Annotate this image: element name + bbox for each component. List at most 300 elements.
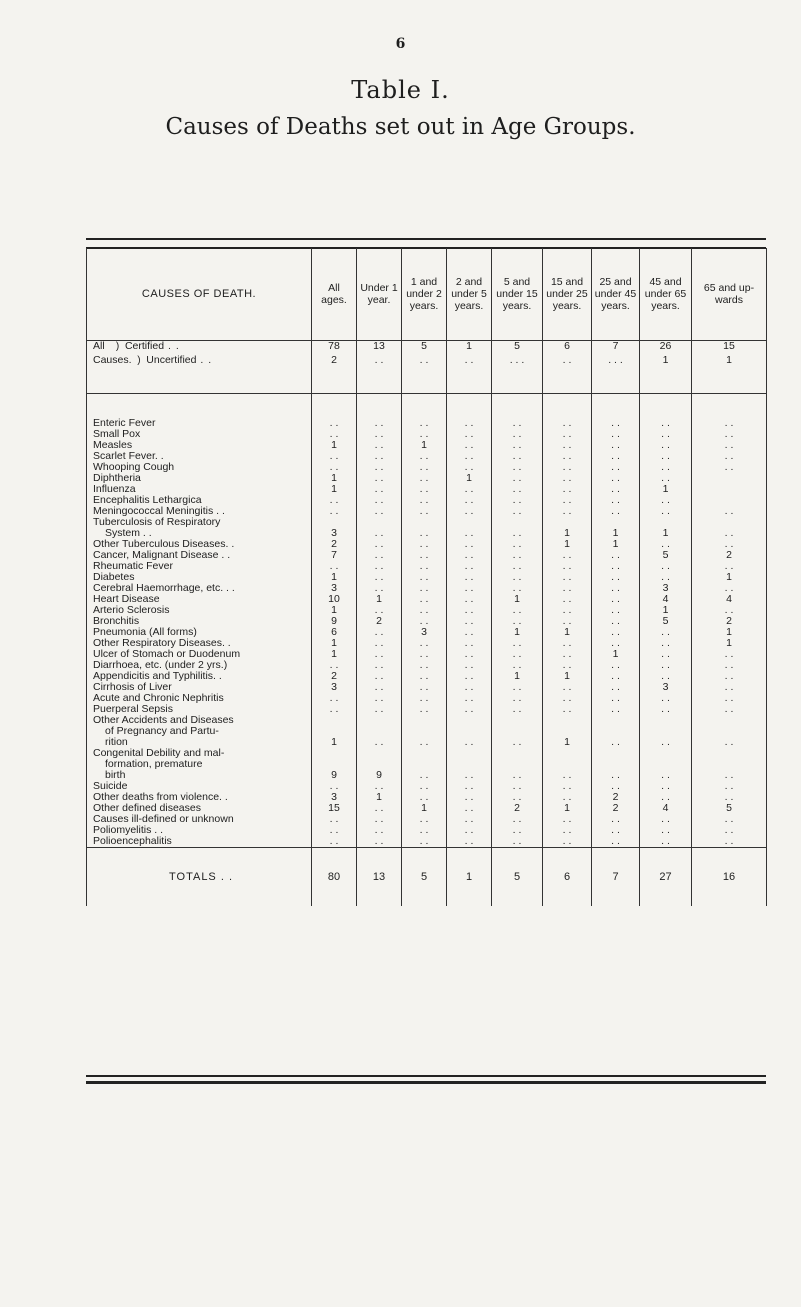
value-cell: . . xyxy=(640,627,692,638)
value-cell: . . xyxy=(357,539,402,550)
value-cell: . . xyxy=(592,495,640,506)
value-cell: . . xyxy=(592,737,640,748)
value-cell: . . xyxy=(447,539,492,550)
value-cell xyxy=(640,715,692,726)
value-cell: . . xyxy=(692,418,767,429)
table-row xyxy=(87,814,767,825)
table-row xyxy=(87,803,767,814)
value-cell: . . xyxy=(357,649,402,660)
value-cell: . . xyxy=(402,660,447,671)
value-cell xyxy=(357,748,402,759)
value-cell: . . xyxy=(492,495,543,506)
value-cell: . . xyxy=(312,429,357,440)
all-causes-certified-cell: 15 xyxy=(692,341,767,356)
value-cell: . . xyxy=(640,506,692,517)
value-cell xyxy=(692,517,767,528)
value-cell: . . xyxy=(543,638,592,649)
cause-label: Influenza xyxy=(93,484,136,495)
value-cell: . . xyxy=(543,825,592,836)
value-cell: . . xyxy=(447,594,492,605)
all-causes-uncertified-cell: . . . xyxy=(592,355,640,394)
value-cell: . . xyxy=(312,836,357,848)
value-cell: . . xyxy=(357,484,402,495)
value-cell: . . xyxy=(492,462,543,473)
value-cell: . . xyxy=(447,682,492,693)
value-cell: . . xyxy=(357,660,402,671)
value-cell: 1 xyxy=(357,792,402,803)
value-cell: . . xyxy=(592,638,640,649)
value-cell: . . xyxy=(692,792,767,803)
value-cell xyxy=(692,715,767,726)
cause-cell xyxy=(87,616,312,627)
value-cell: 6 xyxy=(312,627,357,638)
table-row xyxy=(87,506,767,517)
value-cell: . . xyxy=(492,781,543,792)
value-cell: . . xyxy=(357,825,402,836)
value-cell: 1 xyxy=(402,803,447,814)
value-cell: . . xyxy=(357,550,402,561)
value-cell: . . xyxy=(357,627,402,638)
total-cell: 1 xyxy=(447,848,492,907)
value-cell: 2 xyxy=(312,671,357,682)
cause-cell xyxy=(87,495,312,506)
value-cell: 9 xyxy=(312,616,357,627)
value-cell: . . xyxy=(447,781,492,792)
value-cell: . . xyxy=(447,671,492,682)
causes-label: Causes. xyxy=(93,355,132,366)
cause-cell xyxy=(87,462,312,473)
value-cell: 3 xyxy=(312,682,357,693)
value-cell: . . xyxy=(592,484,640,495)
value-cell: 1 xyxy=(692,638,767,649)
cause-cell xyxy=(87,836,312,848)
value-cell: 1 xyxy=(492,627,543,638)
value-cell: . . xyxy=(402,682,447,693)
cause-label: Scarlet Fever. . xyxy=(93,451,164,462)
value-cell: 2 xyxy=(692,616,767,627)
cause-cell xyxy=(87,814,312,825)
value-cell: . . xyxy=(402,814,447,825)
table-row xyxy=(87,484,767,495)
cause-label: Causes ill-defined or unknown xyxy=(93,814,234,825)
value-cell: . . xyxy=(592,572,640,583)
totals-row xyxy=(87,848,767,907)
table-row xyxy=(87,638,767,649)
table-row xyxy=(87,473,767,484)
value-cell: 1 xyxy=(492,594,543,605)
value-cell xyxy=(543,715,592,726)
all-causes-certified-cell: 5 xyxy=(492,341,543,356)
cause-cell xyxy=(87,473,312,484)
header-row xyxy=(87,248,767,341)
value-cell: . . xyxy=(402,616,447,627)
table-row xyxy=(87,792,767,803)
value-cell: . . xyxy=(543,418,592,429)
cause-label: Diabetes xyxy=(93,572,135,583)
value-cell: . . xyxy=(447,484,492,495)
value-cell: 5 xyxy=(640,550,692,561)
value-cell: . . xyxy=(402,704,447,715)
value-cell: 1 xyxy=(640,484,692,495)
value-cell: 9 xyxy=(312,770,357,781)
value-cell: . . xyxy=(447,627,492,638)
value-cell: . . xyxy=(543,484,592,495)
value-cell: . . xyxy=(402,561,447,572)
value-cell xyxy=(312,517,357,528)
value-cell xyxy=(312,726,357,737)
value-cell: . . xyxy=(592,418,640,429)
cause-cell xyxy=(87,638,312,649)
value-cell: . . xyxy=(640,649,692,660)
value-cell: . . xyxy=(402,429,447,440)
cause-label: Bronchitis xyxy=(93,616,140,627)
value-cell: . . xyxy=(447,418,492,429)
value-cell: . . xyxy=(640,572,692,583)
value-cell: . . xyxy=(692,583,767,594)
cause-label: Small Pox xyxy=(93,429,141,440)
value-cell: . . xyxy=(447,440,492,451)
table-row xyxy=(87,418,767,429)
value-cell: . . xyxy=(447,704,492,715)
all-causes-uncertified-cell: . . . xyxy=(492,355,543,394)
value-cell: 1 xyxy=(357,594,402,605)
cause-cell xyxy=(87,517,312,528)
value-cell: . . xyxy=(592,825,640,836)
cause-cell xyxy=(87,748,312,759)
all-causes-certified-cell: 78 xyxy=(312,341,357,356)
table-row xyxy=(87,715,767,726)
deaths-table-frame xyxy=(86,238,766,1084)
value-cell: . . xyxy=(357,671,402,682)
value-cell xyxy=(640,759,692,770)
value-cell: 1 xyxy=(640,528,692,539)
all-causes-uncertified-row xyxy=(87,355,767,394)
value-cell: . . xyxy=(640,451,692,462)
value-cell: . . xyxy=(592,605,640,616)
cause-cell xyxy=(87,715,312,726)
cause-label: Acute and Chronic Nephritis xyxy=(93,693,224,704)
value-cell: . . xyxy=(402,638,447,649)
value-cell: . . xyxy=(312,660,357,671)
totals-label: TOTALS . . xyxy=(87,848,312,907)
value-cell xyxy=(357,726,402,737)
value-cell xyxy=(402,715,447,726)
cause-cell xyxy=(87,550,312,561)
value-cell: . . xyxy=(447,572,492,583)
value-cell: . . xyxy=(402,572,447,583)
value-cell: 1 xyxy=(543,528,592,539)
uncertified-label: Uncertified xyxy=(146,355,197,366)
value-cell xyxy=(692,748,767,759)
total-cell: 5 xyxy=(492,848,543,907)
total-cell: 16 xyxy=(692,848,767,907)
value-cell: 1 xyxy=(312,484,357,495)
cause-cell xyxy=(87,440,312,451)
table-row xyxy=(87,649,767,660)
value-cell: . . xyxy=(592,462,640,473)
value-cell xyxy=(447,759,492,770)
value-cell: . . xyxy=(592,473,640,484)
value-cell: . . xyxy=(640,495,692,506)
spacer-cell xyxy=(492,394,543,419)
total-cell: 6 xyxy=(543,848,592,907)
cause-cell xyxy=(87,704,312,715)
table-row xyxy=(87,748,767,759)
total-cell: 5 xyxy=(402,848,447,907)
value-cell: . . xyxy=(492,649,543,660)
table-row xyxy=(87,671,767,682)
all-causes-certified-cell: 6 xyxy=(543,341,592,356)
column-header-3: 1 and under 2 years. xyxy=(402,248,447,341)
value-cell: . . xyxy=(592,693,640,704)
cause-label: Arterio Sclerosis xyxy=(93,605,170,616)
cause-cell xyxy=(87,737,312,748)
value-cell: . . xyxy=(312,451,357,462)
value-cell: . . xyxy=(357,506,402,517)
value-cell xyxy=(592,517,640,528)
value-cell xyxy=(402,759,447,770)
cause-cell xyxy=(87,583,312,594)
value-cell: . . xyxy=(357,803,402,814)
value-cell: 9 xyxy=(357,770,402,781)
value-cell: . . xyxy=(543,814,592,825)
value-cell: . . xyxy=(692,429,767,440)
table-row xyxy=(87,462,767,473)
value-cell: . . xyxy=(692,770,767,781)
cause-label: Diarrhoea, etc. (under 2 yrs.) xyxy=(93,660,228,671)
value-cell xyxy=(692,759,767,770)
cause-cell xyxy=(87,770,312,781)
value-cell xyxy=(312,748,357,759)
cause-cell xyxy=(87,726,312,737)
table-row xyxy=(87,561,767,572)
spacer-cell xyxy=(692,394,767,419)
value-cell: . . xyxy=(543,781,592,792)
value-cell: . . xyxy=(447,693,492,704)
brace-icon: ) xyxy=(134,355,144,366)
value-cell: . . xyxy=(543,462,592,473)
value-cell: . . xyxy=(492,440,543,451)
cause-cell xyxy=(87,627,312,638)
value-cell: . . xyxy=(312,704,357,715)
value-cell: 4 xyxy=(692,594,767,605)
value-cell xyxy=(357,715,402,726)
value-cell: . . xyxy=(492,583,543,594)
cause-cell xyxy=(87,451,312,462)
value-cell: . . xyxy=(447,462,492,473)
table-row xyxy=(87,594,767,605)
all-causes-uncertified-cell: . . xyxy=(357,355,402,394)
value-cell: . . xyxy=(592,561,640,572)
value-cell: . . xyxy=(357,693,402,704)
table-row xyxy=(87,781,767,792)
table-row xyxy=(87,770,767,781)
cause-cell xyxy=(87,528,312,539)
value-cell: . . xyxy=(402,451,447,462)
value-cell: 1 xyxy=(692,572,767,583)
value-cell xyxy=(592,715,640,726)
total-cell: 7 xyxy=(592,848,640,907)
cause-label: Pneumonia (All forms) xyxy=(93,627,197,638)
cause-label: Suicide xyxy=(93,781,128,792)
value-cell: . . xyxy=(447,803,492,814)
table-row xyxy=(87,517,767,528)
value-cell: . . xyxy=(402,825,447,836)
value-cell: 2 xyxy=(592,792,640,803)
value-cell xyxy=(402,726,447,737)
value-cell: . . xyxy=(357,682,402,693)
value-cell: 4 xyxy=(640,803,692,814)
value-cell: . . xyxy=(692,605,767,616)
cause-cell xyxy=(87,660,312,671)
value-cell: . . xyxy=(543,506,592,517)
value-cell: . . xyxy=(640,737,692,748)
total-cell: 27 xyxy=(640,848,692,907)
value-cell: . . xyxy=(492,550,543,561)
value-cell: . . xyxy=(692,814,767,825)
cause-label: System . . xyxy=(105,528,152,539)
all-causes-uncertified-cell: . . xyxy=(402,355,447,394)
value-cell: 1 xyxy=(312,473,357,484)
table-row xyxy=(87,627,767,638)
value-cell: . . xyxy=(640,671,692,682)
value-cell: . . xyxy=(402,418,447,429)
value-cell: . . xyxy=(543,605,592,616)
value-cell: . . xyxy=(492,528,543,539)
value-cell: 1 xyxy=(692,627,767,638)
spacer-row xyxy=(87,394,767,419)
cause-label: Polioencephalitis xyxy=(93,836,172,847)
value-cell: . . xyxy=(640,781,692,792)
value-cell xyxy=(357,759,402,770)
value-cell: . . xyxy=(357,473,402,484)
table-row xyxy=(87,759,767,770)
value-cell: . . xyxy=(402,528,447,539)
value-cell: . . xyxy=(592,781,640,792)
value-cell: 1 xyxy=(447,473,492,484)
value-cell: . . xyxy=(357,451,402,462)
cause-label: Enteric Fever xyxy=(93,418,156,429)
table-row xyxy=(87,451,767,462)
value-cell xyxy=(543,748,592,759)
value-cell xyxy=(692,484,767,495)
cause-cell xyxy=(87,418,312,429)
cause-cell xyxy=(87,825,312,836)
value-cell xyxy=(402,748,447,759)
value-cell: 3 xyxy=(312,583,357,594)
all-causes-certified-cell: 5 xyxy=(402,341,447,356)
value-cell: . . xyxy=(447,836,492,848)
value-cell: . . xyxy=(592,704,640,715)
value-cell: . . xyxy=(543,616,592,627)
value-cell xyxy=(543,759,592,770)
value-cell: 1 xyxy=(543,539,592,550)
table-row xyxy=(87,440,767,451)
value-cell: . . xyxy=(592,583,640,594)
value-cell: . . xyxy=(692,781,767,792)
column-header-5: 5 and under 15 years. xyxy=(492,248,543,341)
column-header-6: 15 and under 25 years. xyxy=(543,248,592,341)
value-cell: 3 xyxy=(640,682,692,693)
value-cell: 1 xyxy=(543,803,592,814)
value-cell: 1 xyxy=(543,737,592,748)
value-cell: . . xyxy=(640,429,692,440)
value-cell: . . xyxy=(447,814,492,825)
cause-cell xyxy=(87,781,312,792)
value-cell: 3 xyxy=(402,627,447,638)
value-cell: . . xyxy=(402,583,447,594)
value-cell: . . xyxy=(492,572,543,583)
value-cell: . . xyxy=(357,781,402,792)
value-cell: . . xyxy=(592,506,640,517)
value-cell: 3 xyxy=(640,583,692,594)
cause-cell xyxy=(87,759,312,770)
cause-cell xyxy=(87,671,312,682)
cause-cell xyxy=(87,484,312,495)
cause-label: birth xyxy=(105,770,126,781)
cause-label: of Pregnancy and Partu- xyxy=(105,726,219,737)
value-cell: . . xyxy=(692,682,767,693)
value-cell: . . xyxy=(692,671,767,682)
value-cell: . . xyxy=(640,814,692,825)
value-cell: 10 xyxy=(312,594,357,605)
value-cell: . . xyxy=(543,792,592,803)
cause-cell xyxy=(87,429,312,440)
value-cell: . . xyxy=(692,825,767,836)
cause-label: Congenital Debility and mal- xyxy=(93,748,225,759)
table-row xyxy=(87,693,767,704)
top-rule xyxy=(86,238,766,240)
spacer-cell xyxy=(592,394,640,419)
column-header-8: 45 and under 65 years. xyxy=(640,248,692,341)
value-cell: . . xyxy=(447,550,492,561)
value-cell: . . xyxy=(447,737,492,748)
value-cell: . . xyxy=(492,814,543,825)
table-row xyxy=(87,605,767,616)
value-cell: . . xyxy=(447,561,492,572)
cause-cell xyxy=(87,792,312,803)
value-cell: 1 xyxy=(312,737,357,748)
value-cell: . . xyxy=(357,605,402,616)
value-cell: . . xyxy=(357,429,402,440)
value-cell: 1 xyxy=(592,649,640,660)
value-cell: . . xyxy=(492,638,543,649)
table-row xyxy=(87,528,767,539)
value-cell: . . xyxy=(492,451,543,462)
value-cell: . . xyxy=(357,704,402,715)
cause-label: Ulcer of Stomach or Duodenum xyxy=(93,649,241,660)
value-cell: . . xyxy=(543,440,592,451)
value-cell: 1 xyxy=(592,539,640,550)
value-cell: . . xyxy=(402,484,447,495)
cause-cell xyxy=(87,682,312,693)
cause-cell xyxy=(87,649,312,660)
all-causes-uncertified-cell: 1 xyxy=(692,355,767,394)
value-cell: . . xyxy=(640,561,692,572)
all-causes-uncertified-cell: 1 xyxy=(640,355,692,394)
value-cell xyxy=(447,726,492,737)
table-row xyxy=(87,660,767,671)
spacer-cell xyxy=(402,394,447,419)
value-cell xyxy=(692,726,767,737)
cause-label: Meningococcal Meningitis . . xyxy=(93,506,225,517)
value-cell: 3 xyxy=(312,528,357,539)
value-cell: . . xyxy=(543,594,592,605)
spacer-cell xyxy=(447,394,492,419)
value-cell: . . xyxy=(543,583,592,594)
value-cell: . . xyxy=(357,495,402,506)
value-cell xyxy=(492,715,543,726)
